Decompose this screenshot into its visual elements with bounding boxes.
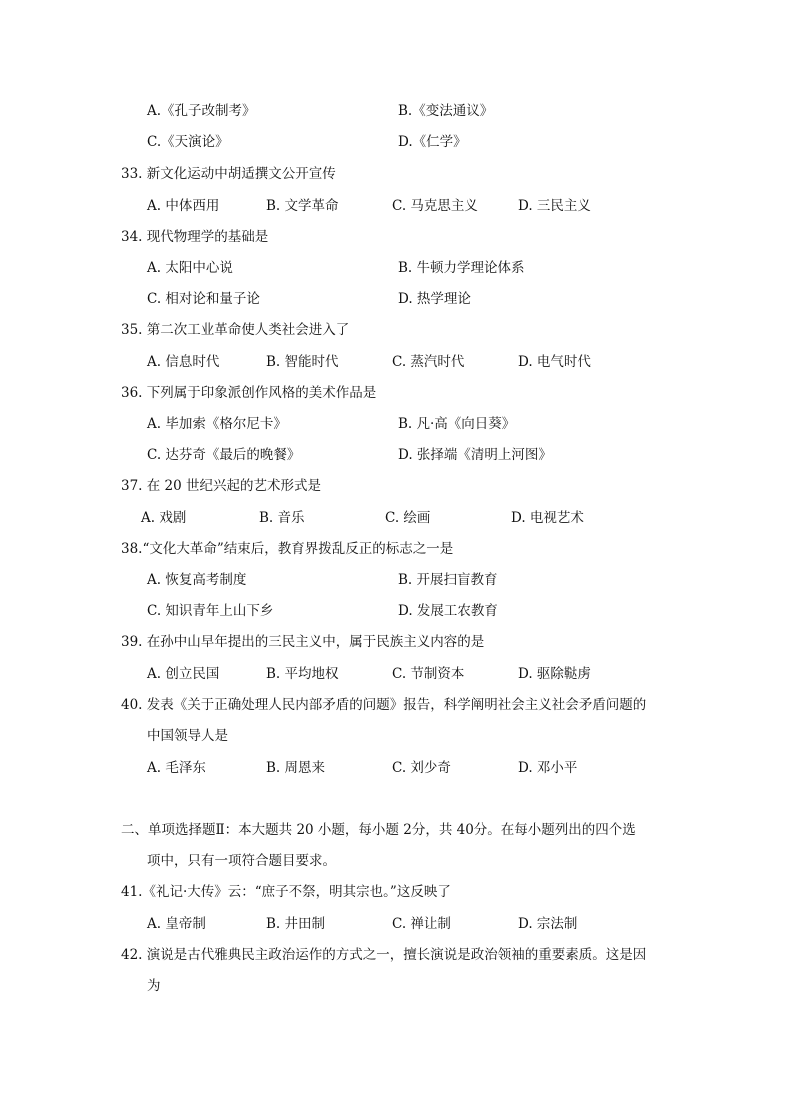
q40-option-c: C. 刘少奇	[392, 760, 451, 776]
q37-option-c: C. 绘画	[385, 510, 431, 526]
question-37: 37. 在 20 世纪兴起的艺术形式是	[121, 478, 322, 494]
q37-option-b: B. 音乐	[259, 510, 305, 526]
section-2-heading: 二、单项选择题Ⅱ：本大题共 20 小题，每小题 2分，共 40分。在每小题列出的四个选	[121, 822, 636, 838]
question-35: 35. 第二次工业革命使人类社会进入了	[121, 322, 350, 338]
q38-option-a: A. 恢复高考制度	[147, 572, 247, 588]
q32-option-c: C.《天演论》	[147, 134, 229, 150]
q33-option-a: A. 中体西用	[147, 198, 220, 214]
q35-option-b: B. 智能时代	[266, 354, 339, 370]
q37-option-d: D. 电视艺术	[511, 510, 584, 526]
q33-option-d: D. 三民主义	[518, 198, 591, 214]
section-2-heading-continuation: 项中，只有一项符合题目要求。	[147, 853, 336, 869]
q40-option-d: D. 邓小平	[518, 760, 578, 776]
question-38: 38.“文化大革命”结束后，教育界拨乱反正的标志之一是	[121, 541, 454, 557]
q33-option-c: C. 马克思主义	[392, 198, 478, 214]
q38-option-c: C. 知识青年上山下乡	[147, 603, 274, 619]
q39-option-c: C. 节制资本	[392, 666, 465, 682]
question-42: 42. 演说是古代雅典民主政治运作的方式之一，擅长演说是政治领袖的重要素质。这是因	[121, 947, 647, 963]
q41-option-a: A. 皇帝制	[147, 916, 206, 932]
question-36: 36. 下列属于印象派创作风格的美术作品是	[121, 385, 377, 401]
q36-option-d: D. 张择端《清明上河图》	[398, 447, 552, 463]
question-34: 34. 现代物理学的基础是	[121, 229, 269, 245]
q33-option-b: B. 文学革命	[266, 198, 339, 214]
q36-option-c: C. 达芬奇《最后的晚餐》	[147, 447, 301, 463]
q34-option-a: A. 太阳中心说	[147, 260, 233, 276]
question-42-continuation: 为	[147, 978, 161, 994]
q34-option-b: B. 牛顿力学理论体系	[398, 260, 525, 276]
q38-option-d: D. 发展工农教育	[398, 603, 498, 619]
question-40-continuation: 中国领导人是	[147, 728, 228, 744]
q40-option-b: B. 周恩来	[266, 760, 326, 776]
q39-option-d: D. 驱除鞑虏	[518, 666, 591, 682]
q38-option-b: B. 开展扫盲教育	[398, 572, 498, 588]
q35-option-d: D. 电气时代	[518, 354, 591, 370]
question-39: 39. 在孙中山早年提出的三民主义中，属于民族主义内容的是	[121, 634, 485, 650]
question-41: 41.《礼记·大传》云：“庶子不祭，明其宗也。”这反映了	[121, 884, 451, 900]
question-40: 40. 发表《关于正确处理人民内部矛盾的问题》报告，科学阐明社会主义社会矛盾问题的	[121, 697, 647, 713]
q34-option-d: D. 热学理论	[398, 291, 471, 307]
q35-option-c: C. 蒸汽时代	[392, 354, 465, 370]
q39-option-b: B. 平均地权	[266, 666, 339, 682]
q41-option-c: C. 禅让制	[392, 916, 451, 932]
q41-option-d: D. 宗法制	[518, 916, 578, 932]
q37-option-a: A. 戏剧	[141, 510, 187, 526]
q39-option-a: A. 创立民国	[147, 666, 220, 682]
q36-option-a: A. 毕加索《格尔尼卡》	[147, 416, 287, 432]
q32-option-d: D.《仁学》	[398, 134, 467, 150]
q41-option-b: B. 井田制	[266, 916, 326, 932]
q40-option-a: A. 毛泽东	[147, 760, 206, 776]
q35-option-a: A. 信息时代	[147, 354, 220, 370]
question-33: 33. 新文化运动中胡适撰文公开宣传	[121, 166, 336, 182]
q32-option-b: B.《变法通议》	[398, 103, 494, 119]
q36-option-b: B. 凡·高《向日葵》	[398, 416, 516, 432]
q32-option-a: A.《孔子改制考》	[147, 103, 256, 119]
q34-option-c: C. 相对论和量子论	[147, 291, 260, 307]
